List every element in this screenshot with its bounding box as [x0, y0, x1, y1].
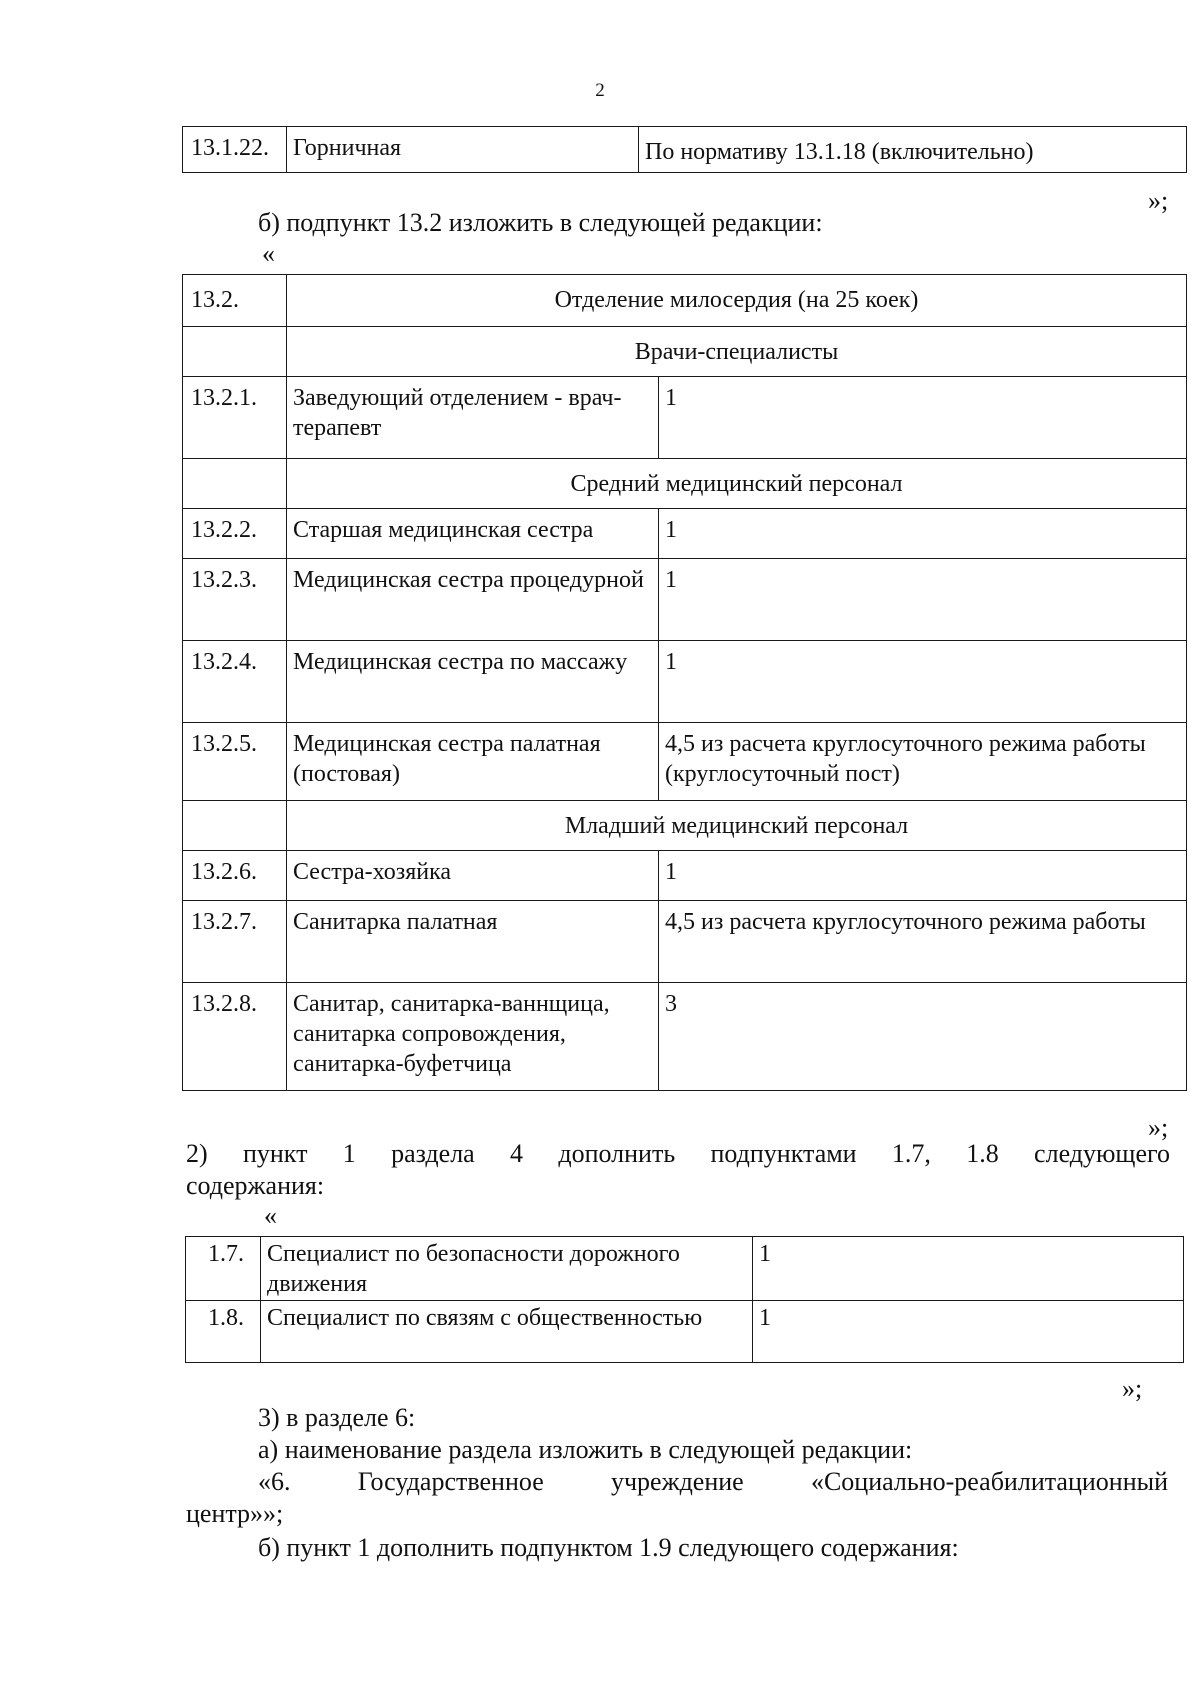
- table-row: [183, 723, 1187, 801]
- section-heading: Средний медицинский персонал: [287, 459, 1187, 509]
- section-heading: Врачи-специалисты: [287, 327, 1187, 377]
- position-name: Сестра-хозяйка: [287, 851, 659, 901]
- row-number: 13.2.8.: [183, 983, 287, 1091]
- row-number: 13.2.: [183, 275, 287, 327]
- row-number: [183, 459, 287, 509]
- table-row: [183, 983, 1187, 1091]
- row-number: 13.2.4.: [183, 641, 287, 723]
- table-row: [183, 559, 1187, 641]
- closing-quote: »;: [1122, 1374, 1143, 1403]
- staff-count: По нормативу 13.1.18 (включительно): [639, 127, 1187, 173]
- opening-quote: «: [262, 239, 275, 268]
- section-header-row: [183, 327, 1187, 377]
- staff-count: 1: [659, 641, 1187, 723]
- table-row: [186, 1237, 1184, 1301]
- paragraph-2-line2: содержания:: [186, 1171, 325, 1200]
- paragraph-3: 3) в разделе 6:: [258, 1403, 416, 1432]
- table-row: [183, 509, 1187, 559]
- paragraph-3a: а) наименование раздела изложить в следующей редакции:: [258, 1435, 913, 1464]
- closing-quote: »;: [1148, 1113, 1169, 1142]
- position-name: Заведующий отделением - врач-терапевт: [287, 377, 659, 459]
- row-number: 13.2.2.: [183, 509, 287, 559]
- staff-table-section-4: [185, 1236, 1184, 1363]
- section-header-row: [183, 459, 1187, 509]
- staff-table-13-2: [182, 274, 1187, 1091]
- staff-count: 1: [753, 1301, 1184, 1363]
- table-row: [183, 377, 1187, 459]
- position-name: Горничная: [287, 127, 639, 173]
- staff-count: 1: [659, 377, 1187, 459]
- opening-quote: «: [264, 1201, 277, 1230]
- row-number: [183, 801, 287, 851]
- section-header-row: [183, 801, 1187, 851]
- position-name: Специалист по связям с общественностью: [261, 1301, 753, 1363]
- staff-count: 4,5 из расчета круглосуточного режима работы: [659, 901, 1187, 983]
- row-number: 13.2.6.: [183, 851, 287, 901]
- position-name: Медицинская сестра процедурной: [287, 559, 659, 641]
- section-header-row: [183, 275, 1187, 327]
- position-name: Медицинская сестра по массажу: [287, 641, 659, 723]
- row-number: 1.8.: [186, 1301, 261, 1363]
- table-row: [186, 1301, 1184, 1363]
- row-number: 13.1.22.: [183, 127, 287, 173]
- table-row: [183, 127, 1187, 173]
- row-number: 13.2.3.: [183, 559, 287, 641]
- table-continuation: [182, 126, 1187, 173]
- table-row: [183, 901, 1187, 983]
- page-number: 2: [595, 80, 605, 101]
- paragraph-2-line1: 2) пункт 1 раздела 4 дополнить подпунктами 1.7, 1.8 следующего: [186, 1139, 1170, 1168]
- staff-count: 3: [659, 983, 1187, 1091]
- staff-count: 1: [659, 851, 1187, 901]
- paragraph-b: б) подпункт 13.2 изложить в следующей редакции:: [258, 208, 823, 237]
- staff-count: 1: [659, 559, 1187, 641]
- staff-count: 4,5 из расчета круглосуточного режима работы (круглосуточный пост): [659, 723, 1187, 801]
- staff-count: 1: [659, 509, 1187, 559]
- row-number: 13.2.7.: [183, 901, 287, 983]
- section-heading: Отделение милосердия (на 25 коек): [287, 275, 1187, 327]
- row-number: 13.2.1.: [183, 377, 287, 459]
- table-row: [183, 851, 1187, 901]
- row-number: 13.2.5.: [183, 723, 287, 801]
- row-number: 1.7.: [186, 1237, 261, 1301]
- table-row: [183, 641, 1187, 723]
- position-name: Старшая медицинская сестра: [287, 509, 659, 559]
- staff-count: 1: [753, 1237, 1184, 1301]
- row-number: [183, 327, 287, 377]
- paragraph-3b: б) пункт 1 дополнить подпунктом 1.9 следующего содержания:: [258, 1533, 959, 1562]
- position-name: Санитарка палатная: [287, 901, 659, 983]
- section-heading: Младший медицинский персонал: [287, 801, 1187, 851]
- position-name: Специалист по безопасности дорожного движения: [261, 1237, 753, 1301]
- closing-quote: »;: [1148, 186, 1169, 215]
- section-title-quote-line1: «6. Государственное учреждение «Социально-реабилитационный: [258, 1467, 1168, 1496]
- position-name: Медицинская сестра палатная (постовая): [287, 723, 659, 801]
- section-title-quote-line2: центр»»;: [186, 1499, 284, 1528]
- position-name: Санитар, санитарка-ваннщица, санитарка сопровождения, санитарка-буфетчица: [287, 983, 659, 1091]
